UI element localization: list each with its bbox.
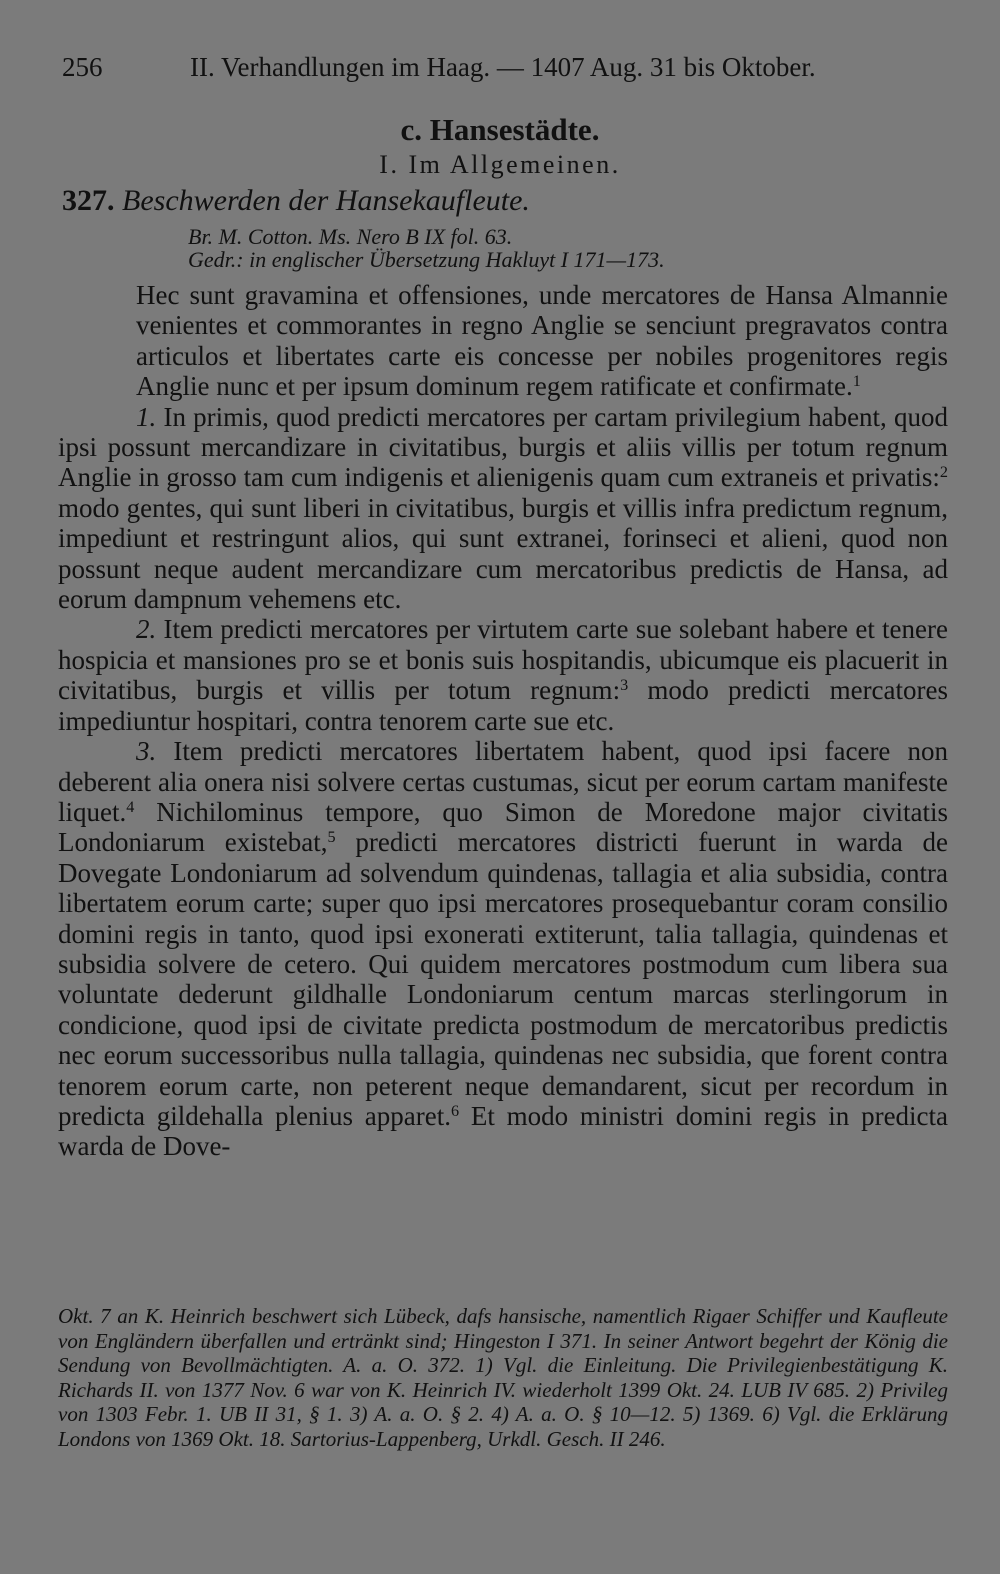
article-number: 3. (136, 736, 157, 767)
footnotes (58, 1304, 948, 1452)
article-text: Et modo ministri domini regis in predicta warda de Dove- (58, 1100, 949, 1162)
article-number: 1. (136, 401, 157, 432)
running-header (62, 52, 962, 83)
intro-text: Hec sunt gravamina et offensiones, unde mercatores de Hansa Almannie venientes et commorantes in regno Anglie se senciunt pregravatos contra articulos et libertates carte eis concesse per nobiles progenitores regis Anglie nunc et per ipsum dominum regem ratificate et confirmate. (136, 280, 948, 402)
footnote-ref: 5 (327, 828, 336, 847)
print-source: Gedr.: in englischer Übersetzung Hakluyt I 171—173. (188, 247, 665, 272)
entry-heading (62, 184, 962, 218)
footnote-ref: 2 (939, 463, 948, 482)
entry-number: 327. (62, 184, 115, 217)
subsection-title: I. Im Allgemeinen. (379, 150, 621, 179)
article-text: Item predicti mercatores per virtutem carte sue solebant habere et tenere hospicia et mansiones pro se et bonis suis hospitandis, ubicumque eis placuerit in civitatibus, burgis et villis per totum regnum: (58, 614, 948, 706)
footnote-ref: 4 (126, 798, 135, 816)
footnote-ref: 1 (852, 372, 861, 391)
article-text: modo gentes, qui sunt liberi in civitatibus, burgis et villis infra predictum regnum, impediunt et restringunt alios, qui sunt extranei, forinseci et alieni, quod non possunt neque audent mercandizare cum mercatoribus predictis de Hansa, ad eorum dampnum vehemens etc. (58, 492, 948, 615)
footnote-ref: 3 (620, 676, 629, 695)
article-1 (58, 402, 948, 615)
article-text: predicti mercatores districti fuerunt in warda de Dovegate Londoniarum ad solvendum quindenas, tallagia et alia subsidia, contra libertatem eorum carte; super quo ipsi mercatores prosequebantur coram consilio domini regis in tanto, quod ipsi exonerati extiterunt, talia tallagia, quindenas et subsidia solvere de cetero. Qui quidem mercatores postmodum cum libera sua voluntate dederunt gildhalle Londoniarum centum marcas sterlingorum in condicione, quod ipsi de civitate predicta postmodum de mercatoribus predictis nec eorum successoribus nulla tallagia, quindenas nec subsidia, que forent contra tenorem eorum carte, non peterent neque demandarent, sicut per recordum in predicta gildehalla plenius apparet. (58, 827, 949, 1131)
article-text: Nichilominus tempore, quo Simon de Moredone major civitatis Londoniarum existebat, (58, 796, 949, 858)
running-title: II. Verhandlungen im Haag. — 1407 Aug. 31 bis Oktober. (190, 52, 816, 82)
article-text: modo predicti mercatores impediuntur hospitari, contra tenorem carte sue etc. (58, 675, 949, 736)
article-2 (58, 614, 948, 736)
intro-paragraph (58, 280, 948, 402)
section-title: c. Hansestädte. (400, 112, 600, 147)
document-body (58, 280, 948, 1162)
article-3 (58, 736, 948, 1162)
article-number: 2. (136, 614, 157, 645)
article-text: Item predicti mercatores libertatem habent, quod ipsi facere non deberent alia onera nisi solvere certas custumas, sicut per eorum cartam manifeste liquet. (58, 736, 949, 827)
footnotes-text: Okt. 7 an K. Heinrich beschwert sich Lübeck, dafs hansische, namentlich Rigaer Schiffer und Kaufleute von Engländern überfallen und ertränkt sind; Hingeston I 371. In seiner Antwort begehrt der König die Sendung von Bevollmächtigten. A. a. O. 372. 1) Vgl. die Einleitung. Die Privilegienbestätigung K. Richards II. von 1377 Nov. 6 war von K. Heinrich IV. wiederholt 1399 Okt. 24. LUB IV 685. 2) Privileg von 1303 Febr. 1. UB II 31, § 1. 3) A. a. O. § 2. 4) A. a. O. § 10—12. 5) 1369. 6) Vgl. die Erklärung Londons von 1369 Okt. 18. Sartorius-Lappenberg, Urkdl. Gesch. II 246. (58, 1304, 948, 1451)
page-number: 256 (62, 52, 103, 82)
article-text: In primis, quod predicti mercatores per cartam privilegium habent, quod ipsi possunt mercandizare in civitatibus, burgis et aliis villis per totum regnum Anglie in grosso tam cum indigenis et alienigenis quam cum extraneis et privatis: (58, 401, 948, 493)
manuscript-source: Br. M. Cotton. Ms. Nero B IX fol. 63. (188, 224, 513, 249)
footnote-ref: 6 (450, 1102, 460, 1121)
entry-title: Beschwerden der Hansekaufleute. (122, 184, 530, 217)
